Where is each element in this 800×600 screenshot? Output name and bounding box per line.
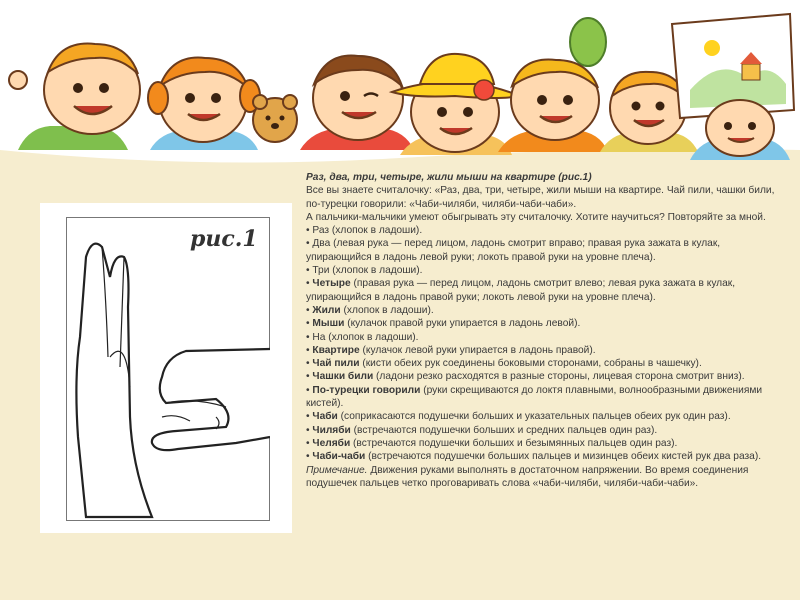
- step-item: [306, 370, 778, 383]
- step-item: [306, 450, 778, 463]
- bullet-icon: •: [306, 358, 313, 370]
- bullet-icon: •: [306, 238, 313, 250]
- bullet-icon: •: [306, 225, 313, 237]
- step-item: [306, 424, 778, 437]
- step-text: (встречаются подушечки больших и безымянных пальцев один раз).: [350, 437, 678, 449]
- bullet-icon: •: [306, 451, 313, 463]
- bullet-icon: •: [306, 437, 313, 449]
- step-text: (кулачок правой руки упирается в ладонь левой).: [344, 318, 581, 330]
- step-item: [306, 410, 778, 423]
- intro-paragraph: Все вы знаете считалочку: «Раз, два, три, четыре, жили мыши на квартире. Чай пили, чашки били, по-турецки говорили: «Чаби-чиляби, чиляби-чаби-чаби».: [306, 185, 775, 210]
- step-keyword: Чай пили: [312, 358, 360, 370]
- step-text: (руки скрещиваются до локтя плавными, волнообразными движениями кистей).: [306, 384, 763, 410]
- step-keyword: Чашки били: [312, 371, 374, 383]
- step-keyword: Жили: [312, 304, 341, 316]
- step-text: (встречаются подушечки больших и средних пальцев один раз).: [350, 424, 658, 436]
- rhyme-title: Раз, два, три, четыре, жили мыши на квартире (рис.1): [306, 172, 592, 183]
- step-keyword: Четыре: [312, 278, 351, 290]
- steps-list: [306, 224, 778, 463]
- step-item: [306, 384, 778, 411]
- step-text: Раз (хлопок в ладоши).: [312, 225, 423, 237]
- step-text: Три (хлопок в ладоши).: [312, 265, 423, 277]
- bullet-icon: •: [306, 304, 313, 316]
- child-with-hat-figure: [392, 54, 520, 155]
- step-text: (соприкасаются подушечки больших и указательных пальцев обеих рук один раз).: [337, 411, 731, 423]
- bullet-icon: •: [306, 278, 313, 290]
- step-keyword: Челяби: [312, 437, 351, 449]
- child-with-balloon-figure: [498, 18, 608, 152]
- child-figure: [300, 56, 414, 150]
- step-item: [306, 304, 778, 317]
- step-item: [306, 224, 778, 237]
- note-label: Примечание.: [306, 464, 368, 476]
- step-item: [306, 437, 778, 450]
- child-figure: [148, 58, 260, 150]
- step-text: (кулачок левой руки упирается в ладонь правой).: [359, 344, 596, 356]
- bullet-icon: •: [306, 318, 313, 330]
- bullet-icon: •: [306, 384, 313, 396]
- bullet-icon: •: [306, 344, 313, 356]
- step-item: [306, 237, 778, 264]
- step-item: [306, 344, 778, 357]
- step-text: (правая рука — перед лицом, ладонь смотрит влево; левая рука зажата в кулак, упирающийся в ладонь правой руки; локоть левой руки на уровне плеча).: [306, 278, 736, 303]
- step-text: (встречаются подушечки больших пальцев и мизинцев обеих кистей рук два раза).: [365, 451, 762, 463]
- step-item: [306, 331, 778, 344]
- step-item: [306, 357, 778, 370]
- step-text: (кисти обеих рук соединены боковыми сторонами, собраны в чашечку).: [359, 358, 702, 370]
- step-text: Два (левая рука — перед лицом, ладонь смотрит вправо; правая рука зажата в кулак, упирающийся в ладонь левой руки; локоть правой руки на уровне плеча).: [306, 238, 721, 263]
- step-text: (ладони резко расходятся в разные стороны, лицевая сторона смотрит вниз).: [373, 371, 745, 383]
- bullet-icon: •: [306, 424, 313, 436]
- children-illustration: [0, 0, 800, 165]
- step-keyword: Мыши: [312, 318, 345, 330]
- bullet-icon: •: [306, 265, 313, 277]
- step-keyword: Чаби: [312, 411, 338, 423]
- child-with-drawing-figure: [672, 14, 794, 160]
- bullet-icon: •: [306, 411, 313, 423]
- step-keyword: Чаби-чаби: [312, 451, 366, 463]
- text-column: [306, 171, 778, 490]
- teddy-bear-figure: [253, 95, 297, 142]
- intro-paragraph-2: А пальчики-мальчики умеют обыгрывать эту считалочку. Хотите научиться? Повторяйте за мной.: [306, 211, 766, 223]
- step-item: [306, 264, 778, 277]
- child-figure: [9, 44, 140, 150]
- step-text: На (хлопок в ладоши).: [312, 331, 419, 343]
- bullet-icon: •: [306, 331, 313, 343]
- note-paragraph: [306, 464, 778, 491]
- figure-label: рис.1: [190, 226, 258, 252]
- step-keyword: Чиляби: [312, 424, 351, 436]
- note-text: Движения руками выполнять в достаточном напряжении. Во время соединения подушечек пальцев четко проговаривать слова «чаби-чиляби, чиляби-чаби-чаби».: [306, 464, 749, 489]
- step-item: [306, 317, 778, 330]
- step-item: [306, 277, 778, 304]
- step-text: (хлопок в ладоши).: [340, 304, 434, 316]
- hand-gesture-image: [66, 217, 270, 521]
- step-keyword: По-турецки говорили: [312, 384, 421, 396]
- step-keyword: Квартире: [312, 344, 360, 356]
- bullet-icon: •: [306, 371, 313, 383]
